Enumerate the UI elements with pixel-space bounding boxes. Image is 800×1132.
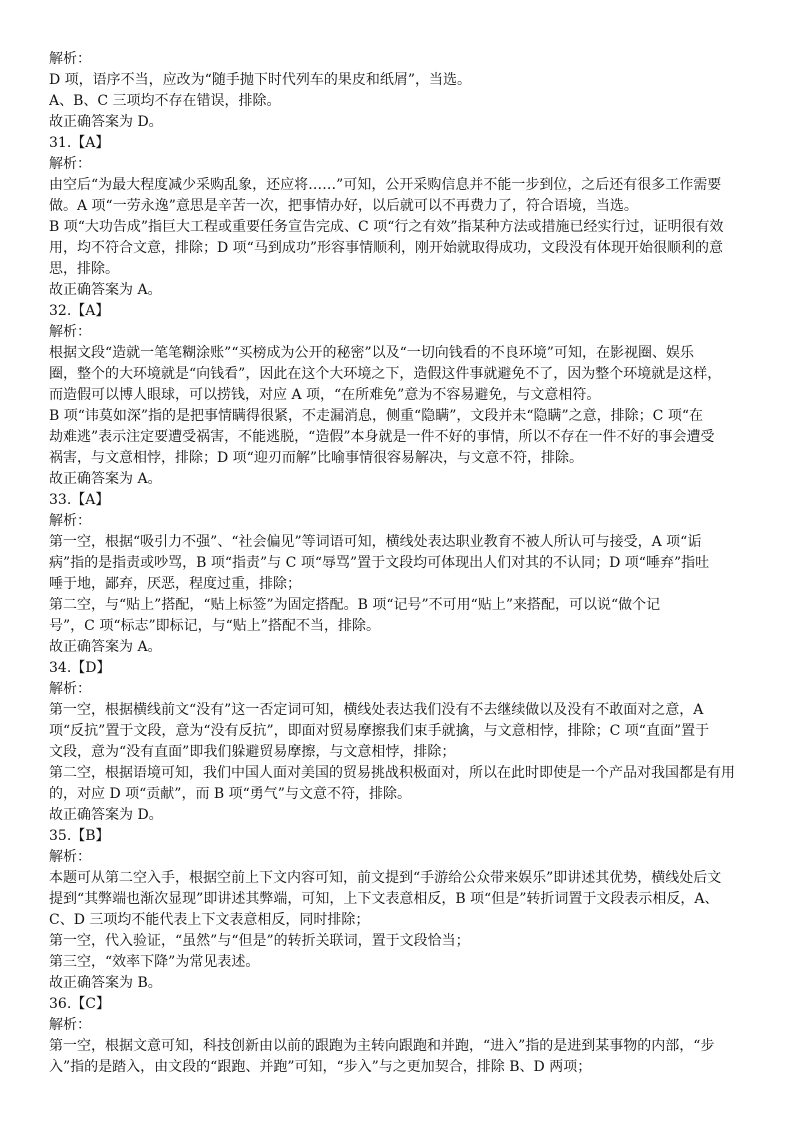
text-line: 解析： — [49, 51, 91, 67]
text-line: 第一空，根据横线前文“没有”这一否定词可知，横线处表达我们没有不去继续做以及没有不敢面对之意，A — [49, 702, 704, 718]
text-line: 圈，整个的大环境就是“向钱看”，因此在这个大环境之下，造假这件事就避免不了，因为整个环境就是这样， — [49, 366, 722, 382]
text-line: 祸害，与文意相悖，排除；D 项“迎刃而解”比喻事情很容易解决，与文意不符，排除。 — [49, 450, 583, 466]
text-line: 解析： — [49, 156, 91, 172]
text-line: B 项“讳莫如深”指的是把事情瞒得很紧，不走漏消息，侧重“隐瞒”，文段并未“隐瞒”之意，排除；C 项“在 — [49, 408, 703, 424]
text-line: 故正确答案为 A。 — [49, 639, 162, 655]
question-answer-heading: 32.【A】 — [49, 303, 110, 319]
question-answer-heading: 34.【D】 — [49, 660, 111, 676]
text-line: 第二空，根据语境可知，我们中国人面对美国的贸易挑战积极面对，所以在此时即使是一个产品对我国都是有用 — [49, 765, 735, 781]
text-line: 的，对应 D 项“贡献”，而 B 项“勇气”与文意不符，排除。 — [49, 786, 411, 802]
text-line: 解析： — [49, 513, 91, 529]
text-line: D 项，语序不当，应改为“随手抛下时代列车的果皮和纸屑”，当选。 — [49, 72, 471, 88]
text-line: 文段，意为“没有直面”即我们躲避贸易摩擦，与文意相悖，排除； — [49, 744, 456, 760]
text-line: 第一空，根据“吸引力不强”、“社会偏见”等词语可知，横线处表达职业教育不被人所认可与接受，A 项“诟 — [49, 534, 702, 550]
text-line: 唾于地，鄙弃，厌恶，程度过重，排除； — [49, 576, 301, 592]
text-line: 第一空，根据文意可知，科技创新由以前的跟跑为主转向跟跑和并跑，“进入”指的是进到某事物的内部，“步 — [49, 1038, 715, 1054]
text-line: C、D 三项均不能代表上下文表意相反，同时排除； — [49, 912, 370, 928]
text-line: 故正确答案为 A。 — [49, 471, 162, 487]
text-line: 解析： — [49, 1017, 91, 1033]
question-answer-heading: 31.【A】 — [49, 135, 110, 151]
text-line: 故正确答案为 B。 — [49, 975, 162, 991]
text-line: 第一空，代入验证，“虽然”与“但是”的转折关联词，置于文段恰当； — [49, 933, 470, 949]
text-line: 病”指的是指责或吵骂，B 项“指责”与 C 项“辱骂”置于文段均可体现出人们对其的不认同；D 项“唾弃”指吐 — [49, 555, 710, 571]
text-line: 故正确答案为 A。 — [49, 282, 162, 298]
question-answer-heading: 36.【C】 — [49, 996, 110, 1012]
text-line: 由空后“为最大程度减少采购乱象，还应将……”可知，公开采购信息并不能一步到位，之后还有很多工作需要 — [49, 177, 722, 193]
text-line: 入”指的是踏入，由文段的“跟跑、并跑”可知，“步入”与之更加契合，排除 B、D 两项； — [49, 1059, 592, 1075]
text-line: 第三空，“效率下降”为常见表述。 — [49, 954, 260, 970]
text-line: 思，排除。 — [49, 261, 119, 277]
text-line: 故正确答案为 D。 — [49, 114, 163, 130]
text-line: 项“反抗”置于文段，意为“没有反抗”，即面对贸易摩擦我们束手就擒，与文意相悖，排除；C 项“直面”置于 — [49, 723, 710, 739]
text-line: 解析： — [49, 324, 91, 340]
text-line: 第二空，与“贴上”搭配，“贴上标签”为固定搭配。B 项“记号”不可用“贴上”来搭配，可以说“做个记 — [49, 597, 661, 613]
text-line: 号”，C 项“标志”即标记，与“贴上”搭配不当，排除。 — [49, 618, 380, 634]
text-line: 做。A 项“一劳永逸”意思是辛苦一次，把事情办好，以后就可以不再费力了，符合语境，当选。 — [49, 198, 638, 214]
text-line: 根据文段“造就一笔笔糊涂账”“买榜成为公开的秘密”以及“一切向钱看的不良环境”可知，在影视圈、娱乐 — [49, 345, 694, 361]
question-answer-heading: 33.【A】 — [49, 492, 110, 508]
question-answer-heading: 35.【B】 — [49, 828, 110, 844]
text-line: 劫难逃”表示注定要遭受祸害，不能逃脱，“造假”本身就是一件不好的事情，所以不存在一件不好的事会遭受 — [49, 429, 715, 445]
text-line: A、B、C 三项均不存在错误，排除。 — [49, 93, 281, 109]
text-line: B 项“大功告成”指巨大工程或重要任务宣告完成、C 项“行之有效”指某种方法或措施已经实行过，证明很有效 — [49, 219, 724, 235]
text-line: 解析： — [49, 849, 91, 865]
text-line: 故正确答案为 D。 — [49, 807, 163, 823]
text-line: 而造假可以博人眼球，可以捞钱，对应 A 项，“在所难免”意为不容易避免，与文意相符。 — [49, 387, 601, 403]
text-line: 本题可从第二空入手，根据空前上下文内容可知，前文提到“手游给公众带来娱乐”即讲述其优势，横线处后文 — [49, 870, 722, 886]
text-line: 用，均不符合文意，排除；D 项“马到成功”形容事情顺利，刚开始就取得成功，文段没有体现开始很顺利的意 — [49, 240, 723, 256]
text-line: 解析： — [49, 681, 91, 697]
text-line: 提到“其弊端也渐次显现”即讲述其弊端，可知，上下文表意相反，B 项“但是”转折词置于文段表示相反，A、 — [49, 891, 719, 907]
